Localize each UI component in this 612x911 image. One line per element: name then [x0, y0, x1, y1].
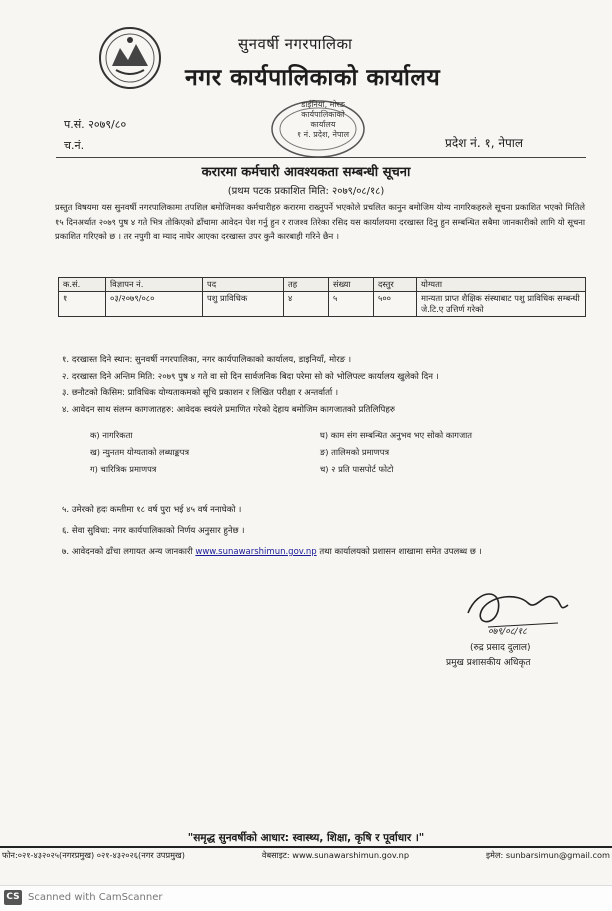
table-cell: मान्यता प्राप्त शैक्षिक संस्थाबाट पशु प्राविधिक सम्बन्धी जे.टि.ए उत्तिर्ण गरेको	[417, 292, 586, 317]
table-cell: ५००	[374, 292, 417, 317]
table-header-row	[59, 278, 586, 292]
notice-title: करारमा कर्मचारी आवश्यकता सम्बन्धी सूचना	[201, 165, 411, 180]
col-header: संख्या	[329, 278, 374, 292]
list-item: ३. छनौटको किसिम: प्राविधिक योग्यताकमको सूचि प्रकाशन र लिखित परीक्षा र अन्तर्वार्ता ।	[62, 388, 339, 398]
table-cell: १	[59, 292, 106, 317]
table-cell: ४	[284, 292, 329, 317]
col-header: पद	[203, 278, 284, 292]
footer-website[interactable]: वेबसाइट: www.sunawarshimun.gov.np	[261, 850, 410, 860]
required-documents-list	[90, 427, 530, 478]
camscanner-logo-icon: CS	[4, 890, 22, 905]
footer-divider	[0, 846, 612, 848]
signatory-designation: प्रमुख प्रशासकीय अधिकृत	[446, 658, 531, 668]
table-row	[59, 292, 586, 317]
col-header: योग्यता	[417, 278, 586, 292]
table-cell: ५	[329, 292, 374, 317]
instructions-list-2	[62, 500, 592, 563]
municipality-name: सुनवर्षी नगरपालिका	[238, 35, 353, 53]
list-item: ग) चारित्रिक प्रमाणपत्र	[90, 464, 157, 474]
footer-contact	[2, 850, 610, 861]
office-stamp-text: डाईनिया, मोरङ कार्यपालिकाको कार्यालय १ नं. प्रदेश, नेपाल	[296, 100, 350, 139]
table-cell: ०३/२०७९/०८०	[106, 292, 203, 317]
footer-motto: "समृद्ध सुनवर्षीको आधार: स्वास्थ्य, शिक्षा, कृषि र पूर्वाधार ।"	[187, 832, 425, 844]
instructions-list	[62, 352, 592, 418]
col-header: क.सं.	[59, 278, 106, 292]
list-item: क) नागरिकता	[90, 430, 133, 440]
list-item: ४. आवेदन साथ संलग्न कागजातहरु: आवेदक स्वयंले प्रमाणित गरेको देहाय बमोजिम कागजातको प्रतिलिपिहरु	[62, 404, 395, 415]
website-link[interactable]: www.sunawarshimun.gov.np	[195, 547, 317, 557]
vacancy-table	[58, 277, 586, 317]
notice-subtitle: (प्रथम पटक प्रकाशित मिति: २०७९/०८/१८)	[227, 186, 385, 197]
list-item: च) २ प्रति पासपोर्ट फोटो	[320, 464, 394, 474]
province-label: प्रदेश नं. १, नेपाल	[445, 136, 524, 150]
col-header: तह	[284, 278, 329, 292]
header-divider	[56, 157, 586, 158]
reference-number: प.सं. २०७९/८०	[64, 118, 127, 131]
list-item: ६. सेवा सुविधा: नगर कार्यपालिकाको निर्णय अनुसार हुनेछ ।	[62, 526, 245, 536]
scanner-watermark	[0, 885, 612, 911]
signatory-name: (रुद्र प्रसाद दुलाल)	[470, 643, 531, 653]
list-item: २. दरखास्त दिने अन्तिम मिति: २०७९ पुष ४ गते वा सो दिन सार्वजनिक बिदा परेमा सो को भोलिपल्ट कार्यालय खुलेको दिन ।	[62, 371, 439, 382]
nepal-emblem-icon	[98, 26, 162, 90]
signature-date: ०७९/०८/१८	[488, 627, 527, 637]
list-item: १. दरखास्त दिने स्थान: सुनवर्षी नगरपालिका, नगर कार्यपालिकाको कार्यालय, डाइनियाँ, मोरङ ।	[62, 355, 352, 365]
list-item: ङ) तालिमको प्रमाणपत्र	[320, 447, 390, 457]
scanner-label: Scanned with CamScanner	[28, 892, 163, 903]
col-header: दस्तुर	[374, 278, 417, 292]
col-header: विज्ञापन नं.	[106, 278, 203, 292]
dispatch-number: च.नं.	[64, 139, 85, 152]
footer-email[interactable]: इमेल: sunbarsimun@gmail.com	[486, 850, 610, 860]
list-item: ५. उमेरको हदः कम्तीमा १८ वर्ष पुरा भई ४५ वर्ष ननाघेको ।	[62, 505, 242, 515]
office-name: नगर कार्यपालिकाको कार्यालय	[185, 65, 441, 91]
footer-phone: फोन:०२१-४३२०२५(नगरप्रमुख) ०२१-४३२०२६(नगर उपप्रमुख)	[2, 850, 185, 860]
table-cell: पशु प्राविधिक	[203, 292, 284, 317]
list-item: घ) काम संग सम्बन्धित अनुभव भए सोको कागजात	[320, 430, 473, 440]
notice-intro: प्रस्तुत विषयमा यस सुनवर्षी नगरपालिकामा तपशिल बमोजिमका कर्मचारीहरु करारमा राख्नुपर्ने भएकोले प्रचलित कानुन बमोजिम योग्य नागरिकहरुले सूचना प्रकाशित भएको मितिले १५ दिनअर्थात २०७९ पुष ४ गते भित्र तोकिएको ढाँचामा आवेदन पेश गर्नु हुन र राजश्व तिरेका रसिद यस कार्यालयमा दरखास्त दिनु हुन सम्बन्धित सबैमा जानकारीको लागि यो सूचना प्रकाशित गरिएको छ । तर नपुगी वा म्याद नाघेर आएका दरखास्त उपर कुनै कारबाही गरिने छैन ।	[55, 202, 585, 241]
list-item: ख) न्युनतम योग्यताको लब्धाङ्कपत्र	[90, 447, 190, 457]
list-item: ७. आवेदनको ढाँचा लगायत अन्य जानकारी www.sunawarshimun.gov.np तथा कार्यालयको प्रशासन शाखामा समेत उपलब्ध छ ।	[62, 547, 482, 557]
